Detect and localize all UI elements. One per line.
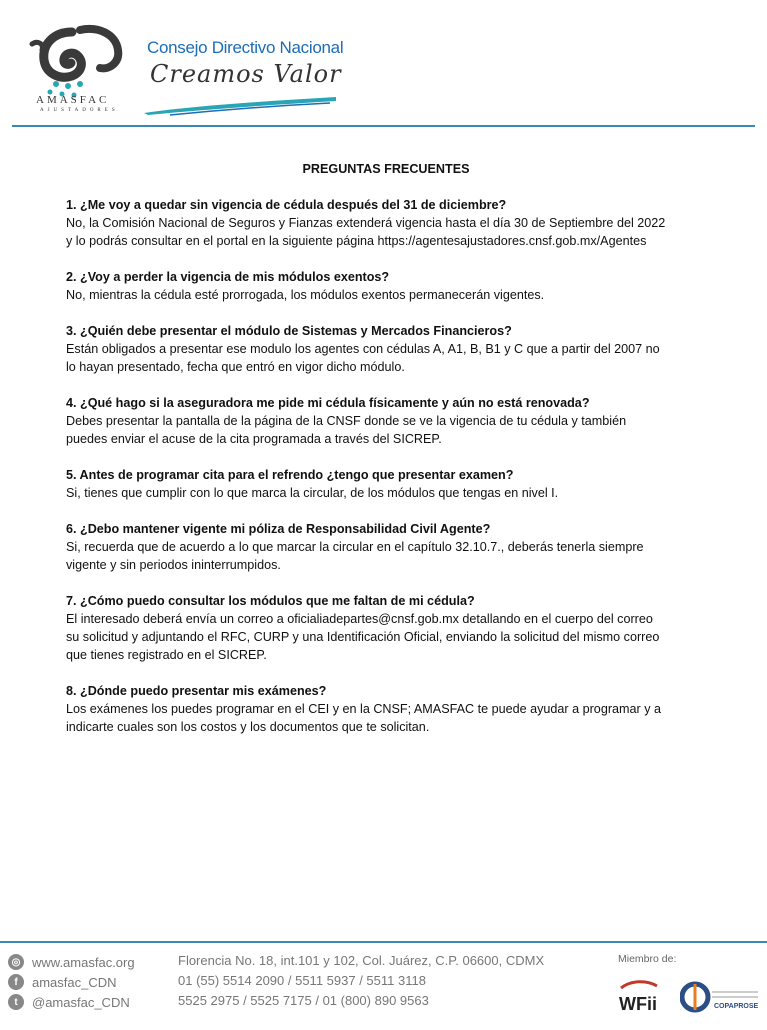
faq-answer-line: su solicitud y adjuntando el RFC, CURP y una Identificación Oficial, enviando la solicitud del mismo correo <box>66 630 660 644</box>
faq-item <box>66 268 706 304</box>
swoosh-icon <box>140 95 340 117</box>
footer <box>0 948 767 1030</box>
copaprose-logo-text: COPAPROSE <box>714 1003 759 1010</box>
faq-answer-line: vigente y sin periodos ininterrumpidos. <box>66 558 281 572</box>
footer-facebook-row <box>8 973 117 991</box>
facebook-icon: f <box>8 974 24 990</box>
slogan: Creamos Valor <box>150 60 342 88</box>
faq-answer-line: y lo podrás consultar en el portal en la siguiente página https://agentesajustadores.cnsf.gob.mx/Agentes <box>66 234 647 248</box>
brand-subtitle: AJUSTADORES <box>40 108 119 113</box>
faq-answer-line: Si, recuerda que de acuerdo a lo que marcar la circular en el capítulo 32.10.7., deberás tenerla siempre <box>66 540 644 554</box>
faq-item <box>66 394 706 448</box>
footer-divider <box>0 941 767 943</box>
footer-facebook[interactable]: amasfac_CDN <box>32 974 117 990</box>
faq-question: 5. Antes de programar cita para el refrendo ¿tengo que presentar examen? <box>66 468 514 482</box>
header-divider <box>12 125 755 127</box>
faq-answer-line: Debes presentar la pantalla de la página de la CNSF donde se ve la vigencia de tu cédula y también <box>66 414 627 428</box>
member-label: Miembro de: <box>618 953 677 965</box>
faq-question: 1. ¿Me voy a quedar sin vigencia de cédula después del 31 de diciembre? <box>66 198 507 212</box>
copaprose-logo-icon <box>680 980 760 1014</box>
footer-phones-1: 01 (55) 5514 2090 / 5511 5937 / 5511 3118 <box>178 973 426 988</box>
faq-item <box>66 466 706 502</box>
faq-item <box>66 520 706 574</box>
faq-answer-line: El interesado deberá envía un correo a oficialiadepartes@cnsf.gob.mx detallando en el cuerpo del correo <box>66 612 653 626</box>
footer-twitter[interactable]: @amasfac_CDN <box>32 994 130 1010</box>
globe-icon: ◎ <box>8 954 24 970</box>
document-body <box>66 160 706 754</box>
faq-question: 8. ¿Dónde puedo presentar mis exámenes? <box>66 684 327 698</box>
faq-item <box>66 592 706 664</box>
faq-answer-line: No, la Comisión Nacional de Seguros y Fianzas extenderá vigencia hasta el día 30 de Septiembre del 2022 <box>66 216 666 230</box>
faq-answer-line: lo hayan presentado, fecha que entró en vigor dicho módulo. <box>66 360 405 374</box>
letterhead <box>0 0 767 130</box>
faq-answer-line: No, mientras la cédula esté prorrogada, los módulos exentos permanecerán vigentes. <box>66 288 545 302</box>
footer-address: Florencia No. 18, int.101 y 102, Col. Juárez, C.P. 06600, CDMX <box>178 953 545 968</box>
faq-question: 2. ¿Voy a perder la vigencia de mis módulos exentos? <box>66 270 390 284</box>
faq-question: 4. ¿Qué hago si la aseguradora me pide mi cédula físicamente y aún no está renovada? <box>66 396 590 410</box>
footer-web-row <box>8 953 135 971</box>
faq-answer-line: que tienes registrado en el SICREP. <box>66 648 267 662</box>
faq-answer-line: Están obligados a presentar ese modulo los agentes con cédulas A, A1, B, B1 y C que a partir del 2007 no <box>66 342 660 356</box>
faq-question: 7. ¿Cómo puedo consultar los módulos que me faltan de mi cédula? <box>66 594 475 608</box>
footer-twitter-row <box>8 993 130 1011</box>
faq-answer-line: indicarte cuales son los costos y los documentos que te solicitan. <box>66 720 430 734</box>
faq-answer-line: Si, tienes que cumplir con lo que marca la circular, de los módulos que tengas en nivel I. <box>66 486 559 500</box>
twitter-icon: t <box>8 994 24 1010</box>
faq-item <box>66 682 706 736</box>
faq-question: 3. ¿Quién debe presentar el módulo de Sistemas y Mercados Financieros? <box>66 324 512 338</box>
faq-item <box>66 196 706 250</box>
faq-question: 6. ¿Debo mantener vigente mi póliza de Responsabilidad Civil Agente? <box>66 522 491 536</box>
council-title: Consejo Directivo Nacional <box>147 38 344 57</box>
faq-item <box>66 322 706 376</box>
wfii-logo-text: WFii <box>619 994 657 1014</box>
wfii-logo-icon <box>617 978 661 1018</box>
document-title: PREGUNTAS FRECUENTES <box>302 162 470 176</box>
brand-name: AMASFAC <box>36 94 110 106</box>
footer-web[interactable]: www.amasfac.org <box>32 954 135 970</box>
faq-answer-line: Los exámenes los puedes programar en el CEI y en la CNSF; AMASFAC te puede ayudar a programar y a <box>66 702 662 716</box>
faq-answer-line: puedes enviar el acuse de la cita programada a través del SICREP. <box>66 432 442 446</box>
faq-list <box>66 196 706 736</box>
footer-phones-2: 5525 2975 / 5525 7175 / 01 (800) 890 9563 <box>178 993 429 1008</box>
